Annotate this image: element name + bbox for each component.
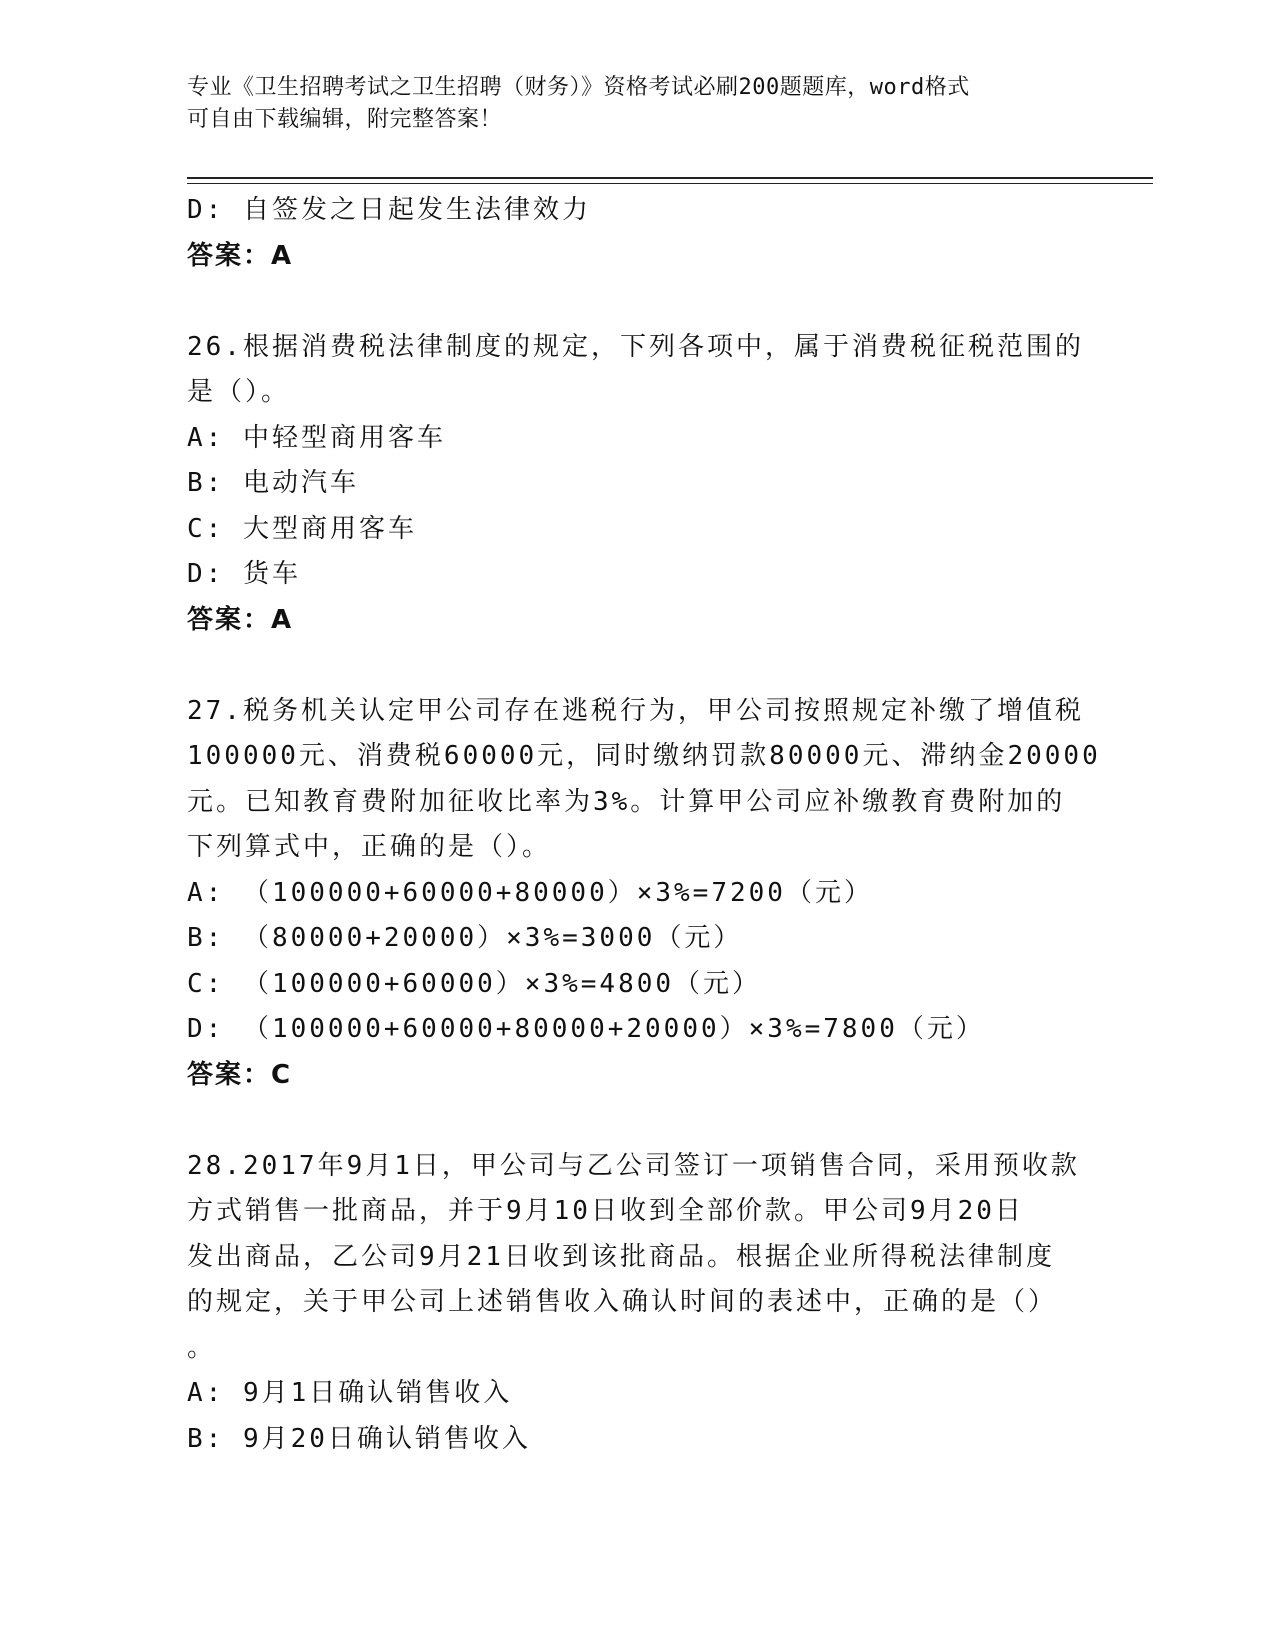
option-a: A: （100000+60000+80000）×3%=7200（元） bbox=[187, 877, 873, 908]
spacer bbox=[187, 643, 1087, 689]
spacer bbox=[187, 279, 1087, 325]
question-text-line: 的规定，关于甲公司上述销售收入确认时间的表述中，正确的是（） bbox=[187, 1287, 1058, 1317]
question-text-line: 28.2017年9月1日，甲公司与乙公司签订一项销售合同，采用预收款 bbox=[187, 1150, 1080, 1181]
question-text-line: 26.根据消费税法律制度的规定，下列各项中，属于消费税征税范围的 bbox=[187, 331, 1084, 362]
option-d: D: （100000+60000+80000+20000）×3%=7800（元） bbox=[187, 1014, 985, 1044]
answer: 答案：A bbox=[187, 604, 294, 635]
previous-question-tail bbox=[187, 188, 1087, 279]
document-header bbox=[187, 72, 1067, 136]
answer: 答案：A bbox=[187, 240, 294, 271]
question-text-line: 方式销售一批商品，并于9月10日收到全部价款。甲公司9月20日 bbox=[187, 1196, 1024, 1226]
option-b: B: 9月20日确认销售收入 bbox=[187, 1423, 531, 1454]
question-text-line: 100000元、消费税60000元，同时缴纳罚款80000元、滞纳金20000 bbox=[187, 741, 1101, 771]
option-a: A: 9月1日确认销售收入 bbox=[187, 1378, 513, 1408]
document-body bbox=[187, 188, 1101, 1462]
option-c: C: （100000+60000）×3%=4800（元） bbox=[187, 968, 762, 999]
option-d: D: 货车 bbox=[187, 559, 301, 589]
question-text-line: 元。已知教育费附加征收比率为3%。计算甲公司应补缴教育费附加的 bbox=[187, 786, 1066, 817]
question-28 bbox=[187, 1144, 1087, 1463]
question-text-line: 27.税务机关认定甲公司存在逃税行为，甲公司按照规定补缴了增值税 bbox=[187, 695, 1084, 726]
option-d: D: 自签发之日起发生法律效力 bbox=[187, 195, 591, 225]
option-c: C: 大型商用客车 bbox=[187, 513, 417, 544]
spacer bbox=[187, 1098, 1087, 1144]
question-text-line: 是（）。 bbox=[187, 377, 291, 407]
question-text-line: 下列算式中，正确的是（）。 bbox=[187, 832, 552, 862]
question-text-line: 发出商品，乙公司9月21日收到该批商品。根据企业所得税法律制度 bbox=[187, 1241, 1055, 1272]
question-27 bbox=[187, 689, 1101, 1099]
question-text-line: 。 bbox=[187, 1332, 217, 1363]
header-line-2: 可自由下载编辑，附完整答案！ bbox=[187, 107, 503, 132]
question-26 bbox=[187, 325, 1087, 644]
option-b: B: 电动汽车 bbox=[187, 468, 359, 498]
header-rule-thin bbox=[187, 183, 1153, 184]
option-a: A: 中轻型商用客车 bbox=[187, 422, 446, 453]
header-line-1: 专业《卫生招聘考试之卫生招聘（财务）》资格考试必刷200题题库，word格式 bbox=[187, 75, 970, 100]
answer: 答案：C bbox=[187, 1059, 293, 1090]
header-rule-thick bbox=[187, 177, 1153, 179]
option-b: B: （80000+20000）×3%=3000（元） bbox=[187, 923, 743, 953]
